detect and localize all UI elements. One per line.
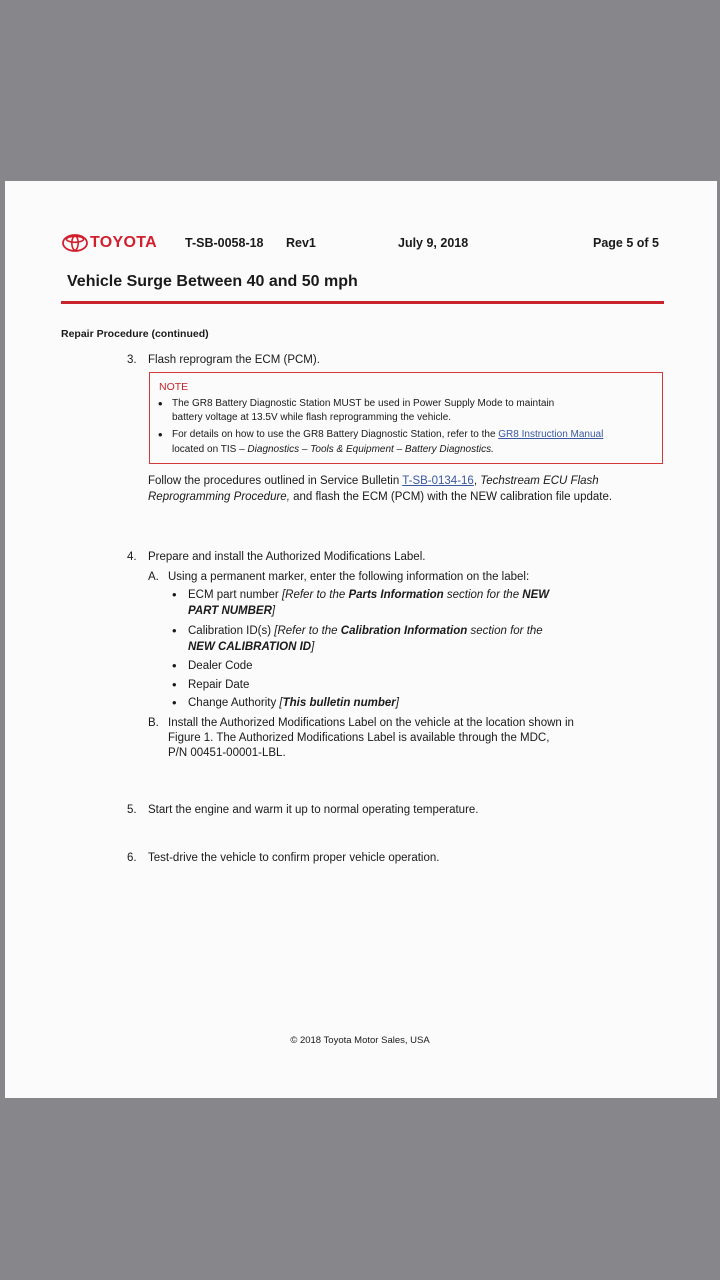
calibration-line-1 [188, 623, 543, 639]
change-authority-item [188, 695, 399, 711]
note-bullet-1-line-2: battery voltage at 13.5V while flash reprogramming the vehicle. [172, 412, 452, 423]
item-note-bold: Calibration Information [340, 625, 468, 637]
item-note: [Refer to the [274, 625, 341, 637]
note-text: located on TIS [172, 444, 240, 455]
sub-step-a-text: Using a permanent marker, enter the following information on the label: [168, 571, 530, 583]
procedure-title: Techstream ECU Flash [480, 475, 599, 487]
item-note: [Refer to the [281, 589, 349, 601]
ecm-line-2 [188, 603, 275, 619]
step-5-text: Start the engine and warm it up to normal operating temperature. [148, 804, 479, 816]
gr8-manual-link[interactable]: GR8 Instruction Manual [498, 429, 604, 440]
note-text: For details on how to use the GR8 Battery Diagnostic Station, refer to the [172, 429, 499, 440]
item-text: Change Authority [188, 697, 280, 709]
copyright-footer: © 2018 Toyota Motor Sales, USA [290, 1035, 430, 1046]
tis-path: – Diagnostics – Tools & Equipment – Battery Diagnostics. [239, 444, 494, 455]
step-number: 6. [127, 852, 137, 864]
item-note-bold: NEW CALIBRATION ID [188, 641, 312, 653]
title-divider [61, 301, 664, 304]
bullet: • [158, 396, 163, 411]
service-bulletin-link[interactable]: T-SB-0134-16 [402, 475, 474, 487]
item-note: section for the [443, 589, 523, 601]
bullet: • [172, 677, 177, 692]
bullet: • [172, 695, 177, 710]
sub-step-b-line-3: P/N 00451-00001-LBL. [168, 747, 286, 759]
section-heading: Repair Procedure (continued) [61, 328, 209, 340]
sub-step-b-line-2: Figure 1. The Authorized Modifications Label is available through the MDC, [168, 732, 550, 744]
page-number: Page 5 of 5 [593, 236, 659, 250]
item-note-bold: NEW [522, 589, 550, 601]
toyota-emblem-icon [62, 234, 88, 252]
step-6-text: Test-drive the vehicle to confirm proper vehicle operation. [148, 852, 440, 864]
bulletin-number: T-SB-0058-18 [185, 236, 264, 250]
sub-step-label: B. [148, 717, 159, 729]
item-note: section for the [467, 625, 543, 637]
ecm-line-1 [188, 587, 549, 603]
bulletin-date: July 9, 2018 [398, 236, 469, 250]
step-3-text: Flash reprogram the ECM (PCM). [148, 354, 320, 366]
follow-line-1 [148, 473, 599, 489]
brand-name: TOYOTA [90, 234, 157, 251]
item-note: ] [395, 697, 399, 709]
bullet: • [158, 427, 163, 442]
repair-date-item: Repair Date [188, 679, 250, 691]
step-number: 4. [127, 551, 137, 563]
bulletin-title: Vehicle Surge Between 40 and 50 mph [67, 273, 358, 290]
note-label: NOTE [159, 381, 189, 393]
toyota-logo [62, 234, 157, 252]
dealer-code-item: Dealer Code [188, 660, 253, 672]
follow-text: and flash the ECM (PCM) with the NEW calibration file update. [289, 491, 613, 503]
item-note-bold: Parts Information [348, 589, 444, 601]
bullet: • [172, 658, 177, 673]
item-note-bold: PART NUMBER [188, 605, 272, 617]
calibration-line-2 [188, 639, 314, 655]
note-bullet-1-line-1: The GR8 Battery Diagnostic Station MUST be used in Power Supply Mode to maintain [172, 398, 555, 409]
follow-line-2 [148, 489, 612, 505]
item-text: ECM part number [188, 589, 282, 601]
document-page [5, 181, 717, 1098]
note-bullet-2-line-2 [172, 442, 494, 457]
item-note: [ [279, 697, 283, 709]
item-text: Calibration ID(s) [188, 625, 275, 637]
sub-step-b-line-1: Install the Authorized Modifications Label on the vehicle at the location shown in [168, 717, 574, 729]
follow-text: , [473, 475, 481, 487]
follow-text: Follow the procedures outlined in Service Bulletin [148, 475, 403, 487]
procedure-title: Reprogramming Procedure, [148, 491, 290, 503]
step-number: 3. [127, 354, 137, 366]
item-note: ] [311, 641, 315, 653]
revision: Rev1 [286, 236, 316, 250]
bullet: • [172, 587, 177, 602]
bullet: • [172, 623, 177, 638]
step-4-text: Prepare and install the Authorized Modifications Label. [148, 551, 426, 563]
item-note: ] [271, 605, 276, 617]
sub-step-label: A. [148, 571, 159, 583]
step-number: 5. [127, 804, 137, 816]
note-bullet-2-line-1 [172, 427, 603, 442]
item-note-bold: This bulletin number [282, 697, 396, 709]
